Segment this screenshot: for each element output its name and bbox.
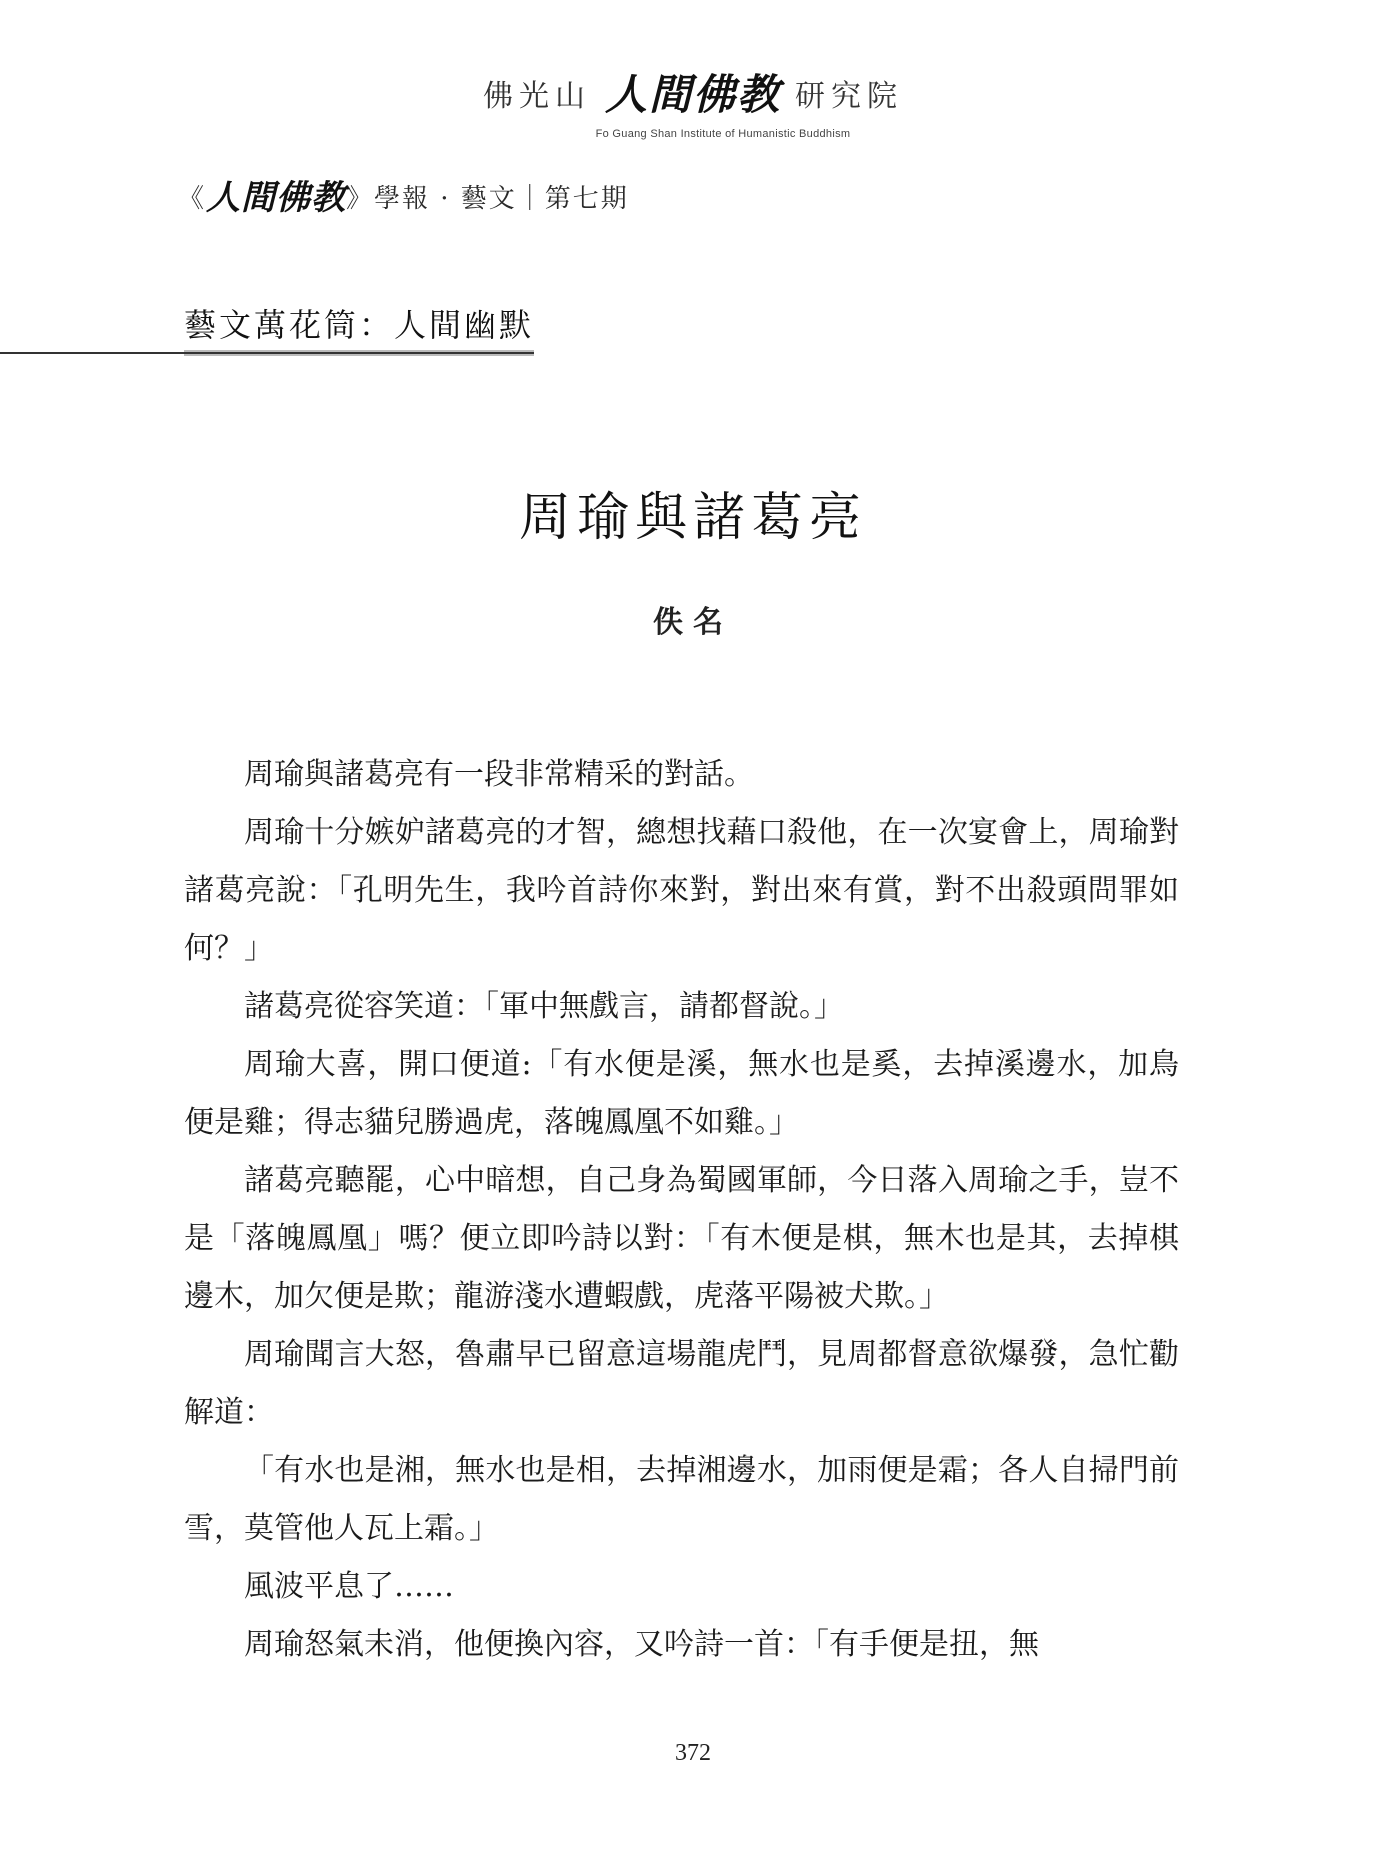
- institute-brush-logo: 人間佛教: [604, 70, 781, 119]
- body-paragraph: 風波平息了……: [244, 1569, 454, 1604]
- body-paragraph: 諸葛亮從容笑道：「軍中無戲言，請都督說。」: [244, 989, 844, 1024]
- body-paragraph: 「有水也是湘，無水也是相，去掉湘邊水，加雨便是霜；各人自掃門前雪，莫管他人瓦上霜。」: [184, 1453, 1179, 1546]
- body-paragraph: 諸葛亮聽罷，心中暗想，自己身為蜀國軍師，今日落入周瑜之手，豈不是「落魄鳳凰」嗎？便立即吟詩以對：「有木便是棋，無木也是其，去掉棋邊木，加欠便是欺；龍游淺水遭蝦戲，虎落平陽被犬欺。」: [184, 1163, 1179, 1314]
- institute-prefix: 佛光山: [482, 79, 591, 114]
- institute-suffix: 研究院: [795, 79, 903, 114]
- journal-issue-info: 》學報 · 藝文｜第七期: [346, 184, 629, 214]
- body-paragraph: 周瑜與諸葛亮有一段非常精采的對話。: [244, 757, 754, 792]
- institute-header: [0, 62, 1386, 140]
- institute-english-name: Fo Guang Shan Institute of Humanistic Buddhism: [595, 128, 851, 140]
- body-paragraph: 周瑜十分嫉妒諸葛亮的才智，總想找藉口殺他，在一次宴會上，周瑜對諸葛亮說：「孔明先生，我吟首詩你來對，對出來有賞，對不出殺頭問罪如何？」: [184, 815, 1179, 966]
- article-title: 周瑜與諸葛亮: [518, 488, 867, 548]
- journal-open-bracket: 《: [178, 184, 207, 214]
- institute-name: [0, 62, 1386, 122]
- journal-running-head: [178, 170, 629, 219]
- section-label: 藝文萬花筒：人間幽默: [184, 306, 535, 344]
- body-paragraph: 周瑜怒氣未消，他便換內容，又吟詩一首：「有手便是扭，無: [244, 1627, 1039, 1662]
- article-author: 佚名: [653, 605, 733, 640]
- journal-brush-title: 人間佛教: [206, 178, 347, 218]
- section-divider: [0, 352, 534, 354]
- body-paragraph: 周瑜聞言大怒，魯肅早已留意這場龍虎鬥，見周都督意欲爆發，急忙勸解道：: [184, 1337, 1179, 1430]
- article-body: [184, 746, 1179, 1674]
- page-number: 372: [675, 1740, 711, 1766]
- body-paragraph: 周瑜大喜，開口便道:「有水便是溪，無水也是奚，去掉溪邊水，加鳥便是雞；得志貓兒勝過虎，落魄鳳凰不如雞。」: [184, 1047, 1179, 1140]
